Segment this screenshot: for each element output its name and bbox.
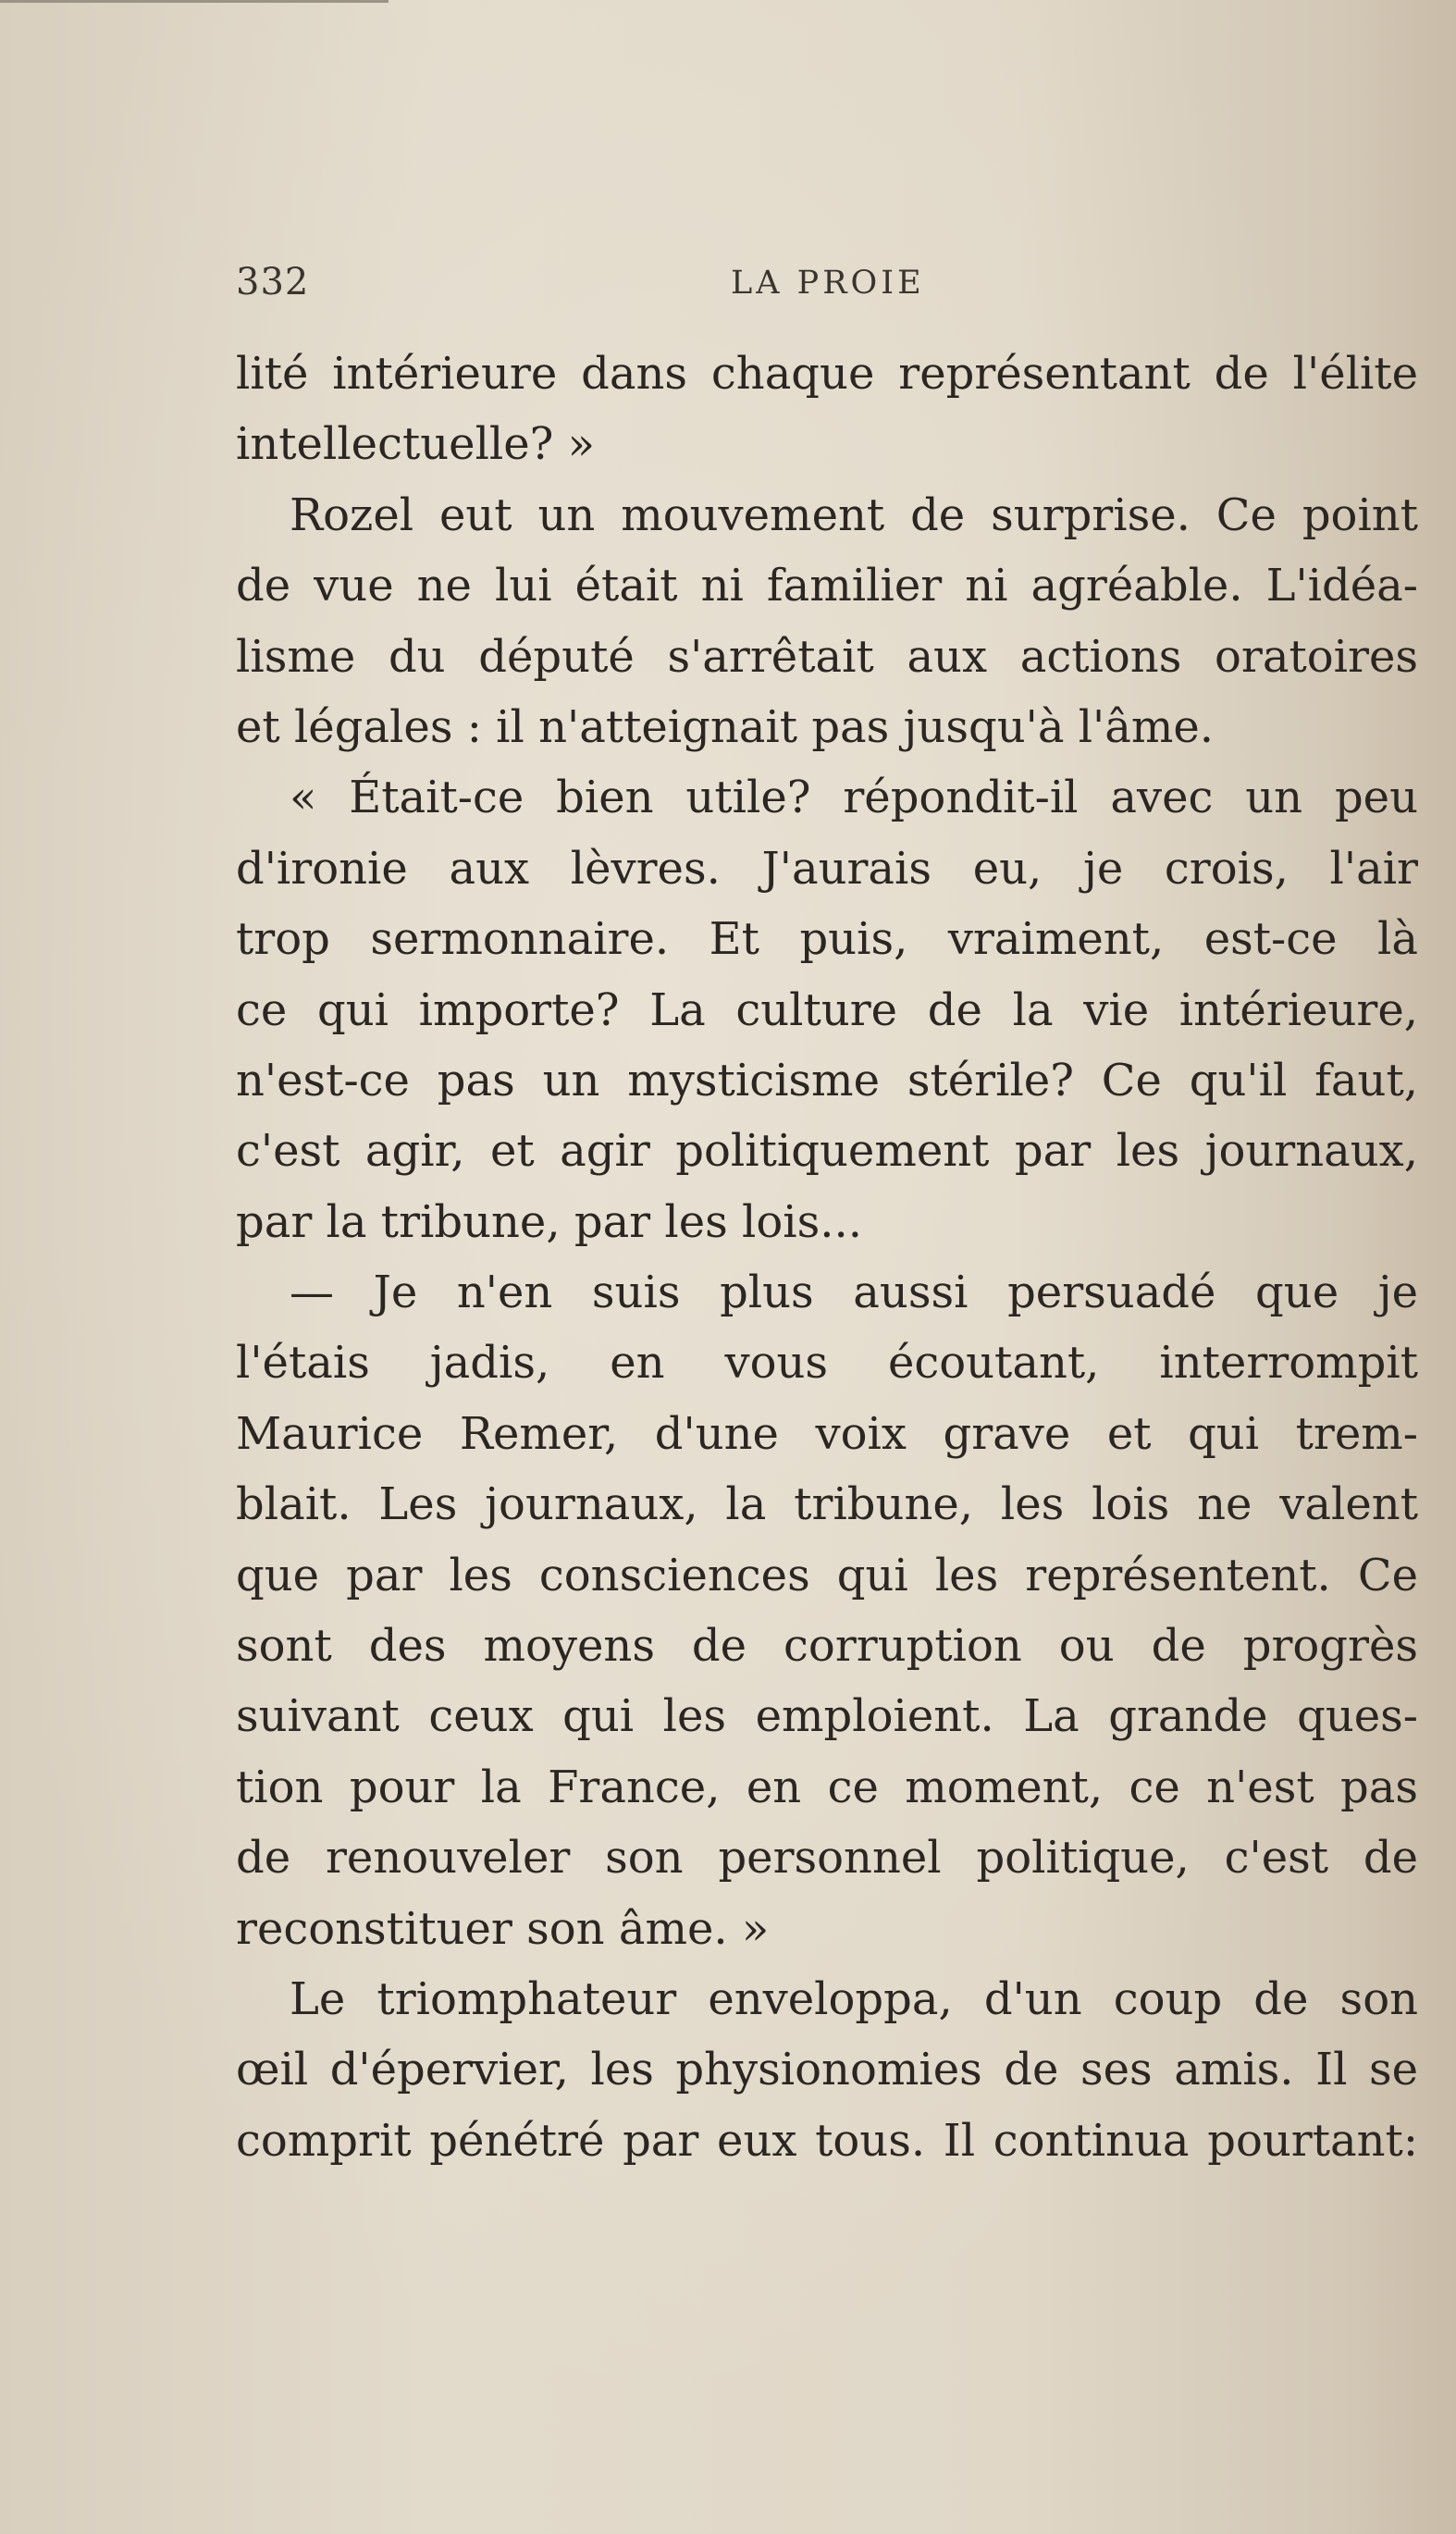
text-line: comprit pénétré par eux tous. Il continua pourtant: — [236, 2114, 1418, 2167]
text-line: et légales : il n'atteignait pas jusqu'à l'âme. — [236, 700, 1215, 753]
text-line: n'est-ce pas un mysticisme stérile? Ce qu'il faut, — [236, 1054, 1418, 1106]
page-number: 332 — [236, 261, 310, 303]
text-line: — Je n'en suis plus aussi persuadé que je — [290, 1267, 1418, 1319]
text-line: Rozel eut un mouvement de surprise. Ce point — [290, 488, 1418, 541]
text-line: Maurice Remer, d'une voix grave et qui trem- — [236, 1407, 1418, 1460]
text-line: d'ironie aux lèvres. J'aurais eu, je crois, l'air — [236, 842, 1418, 895]
body-text — [236, 339, 1418, 2176]
text-line: tion pour la France, en ce moment, ce n'est pas — [236, 1761, 1418, 1813]
text-line: de renouveler son personnel politique, c'est de — [236, 1832, 1418, 1885]
text-line: lisme du député s'arrêtait aux actions oratoires — [236, 630, 1418, 683]
text-line: lité intérieure dans chaque représentant de l'élite — [236, 348, 1418, 400]
text-line: suivant ceux qui les emploient. La grande ques- — [236, 1690, 1418, 1743]
running-title: LA PROIE — [731, 265, 925, 302]
text-line: « Était-ce bien utile? répondit-il avec un peu — [290, 772, 1418, 824]
text-line: sont des moyens de corruption ou de progrès — [236, 1620, 1418, 1673]
text-line: de vue ne lui était ni familier ni agréable. L'idéa- — [236, 560, 1418, 612]
text-line: par la tribune, par les lois... — [236, 1195, 863, 1248]
running-header — [236, 261, 1420, 307]
text-line: c'est agir, et agir politiquement par les journaux, — [236, 1125, 1418, 1178]
text-line: blait. Les journaux, la tribune, les lois ne valent — [236, 1478, 1418, 1531]
text-line: œil d'épervier, les physionomies de ses amis. Il se — [236, 2044, 1418, 2096]
text-line: reconstituer son âme. » — [236, 1902, 770, 1955]
text-line: intellectuelle? » — [236, 418, 596, 471]
page-edge-rule — [0, 0, 389, 3]
text-line: l'étais jadis, en vous écoutant, interrompit — [236, 1337, 1418, 1390]
text-line: trop sermonnaire. Et puis, vraiment, est-ce là — [236, 913, 1418, 966]
text-line: ce qui importe? La culture de la vie intérieure, — [236, 983, 1418, 1036]
text-line: Le triomphateur enveloppa, d'un coup de son — [290, 1972, 1418, 2025]
text-line: que par les consciences qui les représentent. Ce — [236, 1549, 1418, 1601]
